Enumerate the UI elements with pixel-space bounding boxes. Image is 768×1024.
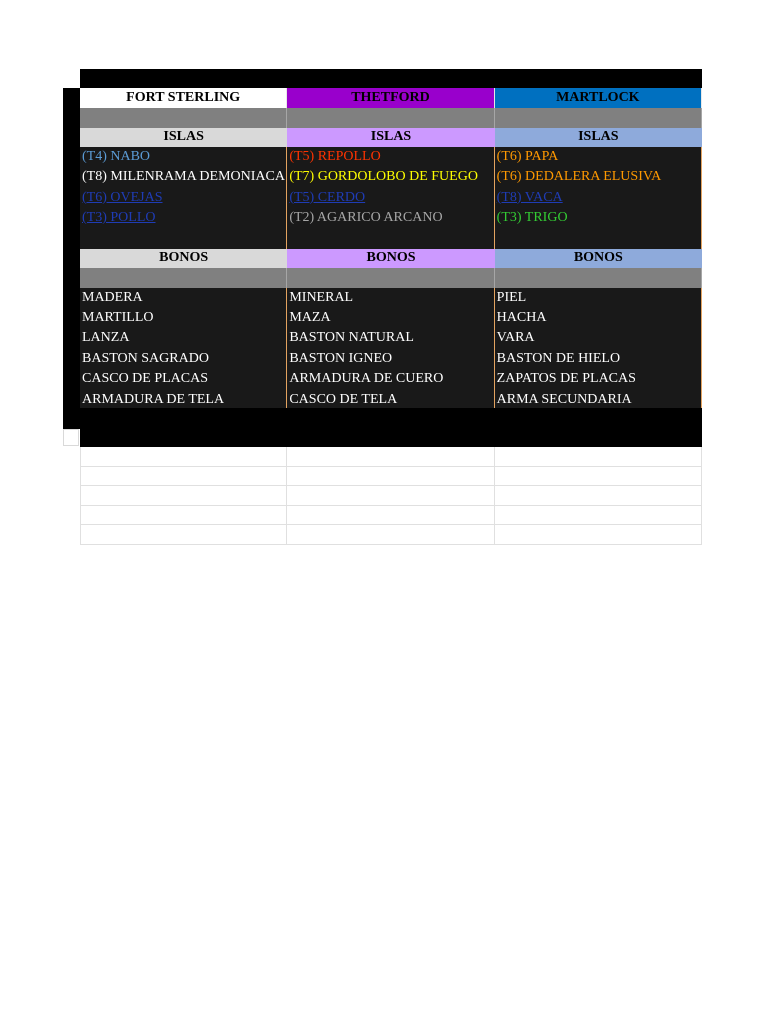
bonos-row — [80, 390, 702, 410]
blank-cell[interactable] — [80, 229, 287, 249]
bono-cell[interactable]: CASCO DE TELA — [287, 390, 494, 410]
isla-cell[interactable]: (T2) AGARICO ARCANO — [287, 208, 494, 228]
bono-cell[interactable]: MINERAL — [287, 288, 494, 308]
empty-row — [80, 486, 702, 506]
empty-cell[interactable] — [287, 525, 494, 545]
small-cell — [63, 429, 79, 446]
empty-cells — [80, 447, 702, 545]
empty-cell[interactable] — [287, 506, 494, 526]
isla-cell[interactable]: (T5) REPOLLO — [287, 147, 494, 167]
blank-cell[interactable] — [287, 229, 494, 249]
empty-row — [80, 506, 702, 526]
gray-cell[interactable] — [80, 108, 287, 128]
isla-cell[interactable]: (T6) PAPA — [495, 147, 702, 167]
top-black-band — [80, 69, 702, 89]
bono-cell[interactable]: ARMADURA DE TELA — [80, 390, 287, 410]
empty-cell[interactable] — [80, 525, 287, 545]
blank-row — [80, 229, 702, 249]
isla-cell[interactable]: (T5) CERDO — [287, 188, 494, 208]
gray-cell[interactable] — [495, 108, 702, 128]
isla-cell[interactable]: (T3) POLLO — [80, 208, 287, 228]
islas-header[interactable]: ISLAS — [495, 128, 702, 147]
city-header[interactable]: THETFORD — [287, 88, 494, 108]
city-header[interactable]: MARTLOCK — [495, 88, 702, 108]
isla-cell[interactable]: (T7) GORDOLOBO DE FUEGO — [287, 167, 494, 187]
left-black-band — [63, 88, 80, 429]
gray-row — [80, 268, 702, 288]
bonos-header-row — [80, 249, 702, 268]
empty-row — [80, 525, 702, 545]
empty-cell[interactable] — [495, 525, 702, 545]
bonos-row — [80, 369, 702, 389]
bono-cell[interactable]: HACHA — [495, 308, 702, 328]
city-table — [80, 88, 702, 410]
bono-cell[interactable]: ZAPATOS DE PLACAS — [495, 369, 702, 389]
islas-header[interactable]: ISLAS — [80, 128, 287, 147]
blank-cell[interactable] — [495, 229, 702, 249]
empty-row — [80, 447, 702, 467]
gray-cell[interactable] — [287, 108, 494, 128]
gray-cell[interactable] — [287, 268, 494, 288]
bono-cell[interactable]: VARA — [495, 328, 702, 348]
islas-header[interactable]: ISLAS — [287, 128, 494, 147]
bono-cell[interactable]: BASTON IGNEO — [287, 349, 494, 369]
islas-row — [80, 188, 702, 208]
empty-cell[interactable] — [287, 467, 494, 487]
gray-row — [80, 108, 702, 128]
gray-cell[interactable] — [495, 268, 702, 288]
bottom-black-band — [80, 408, 702, 447]
empty-cell[interactable] — [495, 447, 702, 467]
city-header-row — [80, 88, 702, 108]
empty-cell[interactable] — [495, 467, 702, 487]
bono-cell[interactable]: MAZA — [287, 308, 494, 328]
bono-cell[interactable]: ARMA SECUNDARIA — [495, 390, 702, 410]
empty-cell[interactable] — [287, 486, 494, 506]
empty-cell[interactable] — [80, 506, 287, 526]
islas-header-row — [80, 128, 702, 147]
bono-cell[interactable]: BASTON DE HIELO — [495, 349, 702, 369]
bonos-header[interactable]: BONOS — [287, 249, 494, 268]
empty-cell[interactable] — [80, 447, 287, 467]
bono-cell[interactable]: PIEL — [495, 288, 702, 308]
isla-cell[interactable]: (T6) DEDALERA ELUSIVA — [495, 167, 702, 187]
empty-row — [80, 467, 702, 487]
isla-cell[interactable]: (T8) MILENRAMA DEMONIACA — [80, 167, 287, 187]
bono-cell[interactable]: LANZA — [80, 328, 287, 348]
bonos-row — [80, 308, 702, 328]
bonos-row — [80, 328, 702, 348]
empty-cell[interactable] — [287, 447, 494, 467]
city-header[interactable]: FORT STERLING — [80, 88, 287, 108]
isla-cell[interactable]: (T3) TRIGO — [495, 208, 702, 228]
bono-cell[interactable]: BASTON SAGRADO — [80, 349, 287, 369]
islas-row — [80, 167, 702, 187]
isla-cell[interactable]: (T4) NABO — [80, 147, 287, 167]
islas-row — [80, 208, 702, 228]
bono-cell[interactable]: ARMADURA DE CUERO — [287, 369, 494, 389]
islas-row — [80, 147, 702, 167]
bono-cell[interactable]: MARTILLO — [80, 308, 287, 328]
gray-cell[interactable] — [80, 268, 287, 288]
bono-cell[interactable]: MADERA — [80, 288, 287, 308]
empty-cell[interactable] — [495, 506, 702, 526]
empty-cell[interactable] — [495, 486, 702, 506]
bonos-header[interactable]: BONOS — [80, 249, 287, 268]
isla-cell[interactable]: (T8) VACA — [495, 188, 702, 208]
bonos-header[interactable]: BONOS — [495, 249, 702, 268]
bonos-row — [80, 288, 702, 308]
empty-cell[interactable] — [80, 486, 287, 506]
isla-cell[interactable]: (T6) OVEJAS — [80, 188, 287, 208]
bono-cell[interactable]: BASTON NATURAL — [287, 328, 494, 348]
bono-cell[interactable]: CASCO DE PLACAS — [80, 369, 287, 389]
bonos-row — [80, 349, 702, 369]
empty-cell[interactable] — [80, 467, 287, 487]
